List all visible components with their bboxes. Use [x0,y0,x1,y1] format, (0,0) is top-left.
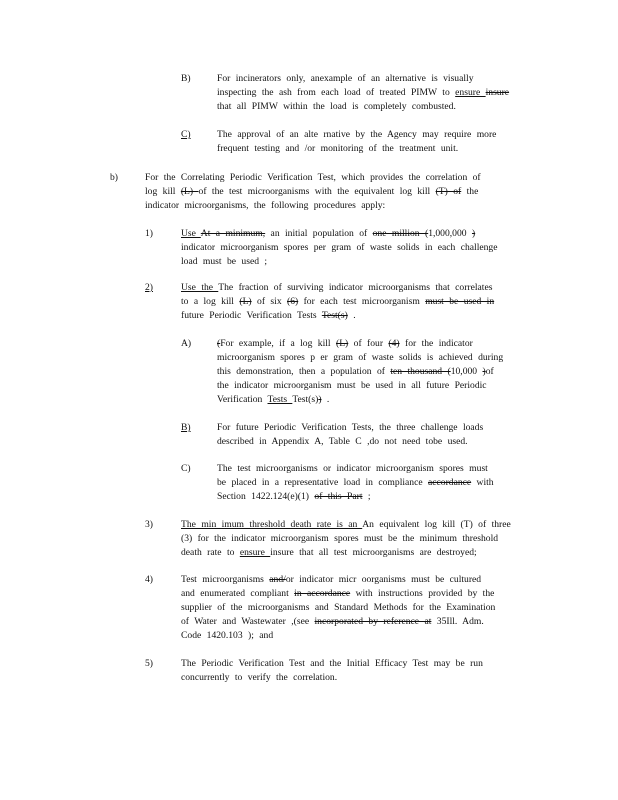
struck-text: one million ( [372,228,429,239]
text-run: microorganism spores p er gram of waste solids is achieved during [217,352,504,363]
text-run: The Periodic Verification Test and the Initial Efficacy Test may be run [181,658,483,669]
list-item-text [181,657,533,685]
text-line [217,100,517,114]
text-line [217,365,537,379]
list-marker: 5) [145,658,153,669]
text-run: For incinerators only, anexample of an alternative is visually [217,73,474,84]
text-run: future Periodic Verification Tests [181,310,322,321]
text-line [181,227,533,241]
list-marker: 2) [145,282,153,293]
struck-text: of this Part [314,491,363,502]
text-run: . [347,310,356,321]
struck-text: accordance [428,477,472,488]
text-line [181,587,533,601]
text-run: inspecting the ash from each load of treated PIMW to [217,87,456,98]
list-marker: C) [181,463,191,474]
text-line [181,671,533,685]
text-line [217,351,537,365]
struck-text: (L) [180,186,199,197]
text-run: be placed in a representative load in compliance [217,477,428,488]
text-line [181,573,533,587]
struck-text: in accordance [294,588,351,599]
text-run: described in Appendix A, Table C ,do not need tobe used. [217,436,468,447]
inserted-text: Use the [181,282,219,293]
text-run: For the Correlating Periodic Verification Test, which provides the correlation of [145,172,481,183]
text-line [181,546,533,560]
struck-text: ten thousand ( [390,366,451,377]
text-run: of four [348,338,389,349]
text-line [181,281,533,295]
text-line [145,185,532,199]
text-line [217,128,517,142]
struck-text: ) [482,366,486,377]
inserted-text: The min imum threshold death rate is an [181,519,363,530]
text-run: for each test microorganism [298,296,426,307]
struck-text: ) [471,228,476,239]
text-line [181,657,533,671]
struck-text: Test(s) [321,310,348,321]
text-run: load must be used ; [181,256,268,267]
text-run: (3) for the indicator microorganism spores must be the minimum threshold [181,533,499,544]
list-item-text [217,462,537,504]
text-run: the indicator microorganism must be used in all future Periodic [217,380,487,391]
list-item-text [145,171,532,213]
text-run: the [461,186,479,197]
inserted-text: Use [181,228,201,239]
text-line [181,518,533,532]
text-run: concurrently to verify the correlation. [181,672,338,683]
text-line [181,309,533,323]
text-run: Code 1420.103 ); and [181,630,274,641]
list-marker: B) [181,422,191,433]
list-item-text [217,337,537,407]
text-run: insure that all test microorganisms are destroyed; [270,547,477,558]
text-line [145,199,532,213]
text-run: that all PIMW within the load is completely combusted. [217,101,456,112]
list-marker: 1) [145,228,153,239]
text-run: The approval of an alte rnative by the Agency may require more [217,129,497,140]
text-line [217,337,537,351]
text-run: death rate to [181,547,240,558]
list-marker: b) [110,172,118,183]
list-marker: C) [181,129,191,140]
list-marker: 4) [145,574,153,585]
text-run: with instructions provided by the [350,588,495,599]
text-line [217,421,517,435]
text-line [181,601,533,615]
list-item-text [181,227,533,269]
text-line [181,615,533,629]
struck-text: insure [485,87,510,98]
text-run: An equivalent log kill (T) of three [362,519,511,530]
list-item-text [217,128,517,156]
text-run: The fraction of surviving indicator microorganisms that correlates [218,282,493,293]
text-line [181,295,533,309]
struck-text: incorporated by reference at [314,616,432,627]
text-run: to a log kill [181,296,240,307]
text-run: log kill [145,186,181,197]
text-run: 1,000,000 [428,228,472,239]
text-line [145,171,532,185]
text-line [217,490,537,504]
text-run: this demonstration, then a population of [217,366,391,377]
text-run: For future Periodic Verification Tests, the three challenge loads [217,422,484,433]
text-line [217,462,537,476]
text-line [217,435,517,449]
inserted-text: Tests [267,394,293,405]
text-run: of [485,366,494,377]
struck-text: and/ [269,574,286,585]
text-line [181,255,533,269]
text-run: ; [362,491,371,502]
struck-text: At a minimum, [200,228,266,239]
list-item-text [217,421,517,449]
list-item-text [181,573,533,643]
text-run: 35Ill. Adm. [431,616,484,627]
struck-text: (L) [239,296,252,307]
text-run: an initial population of [265,228,373,239]
list-item-text [217,72,517,114]
text-run: Test microorganisms [181,574,270,585]
text-run: The test microorganisms or indicator microorganism spores must [217,463,488,474]
struck-text: must be used in [425,296,495,307]
text-line [181,532,533,546]
text-run: Section 1422.124(e)(1) [217,491,315,502]
text-line [217,142,517,156]
text-run: Test(s) [292,394,319,405]
text-line [217,86,517,100]
inserted-text: ensure [239,547,271,558]
text-run: indicator microorganisms, the following procedures apply: [145,200,386,211]
text-run: 10,000 [450,366,483,377]
struck-text: ) [318,394,322,405]
text-run: indicator microorganism spores per gram of waste solids in each challenge [181,242,498,253]
text-line [217,72,517,86]
text-run: supplier of the microorganisms and Standard Methods for the Examination [181,602,496,613]
struck-text: (4) [388,338,400,349]
text-run: for the indicator [399,338,473,349]
inserted-text: ensure [455,87,486,98]
text-run: frequent testing and /or monitoring of the treatment unit. [217,143,459,154]
text-run: of Water and Wastewater ,(see [181,616,315,627]
text-run: of the test microorganisms with the equivalent log kill [198,186,436,197]
struck-text: (L) [336,338,349,349]
text-line [181,241,533,255]
struck-text: (T) of [435,186,462,197]
text-line [217,379,537,393]
text-run: or indicator micr oorganisms must be cultured [285,574,482,585]
struck-text: ( [217,338,221,349]
list-marker: 3) [145,519,153,530]
text-run: and enumerated compliant [181,588,295,599]
text-run: For example, if a log kill [220,338,336,349]
text-line [217,476,537,490]
list-marker: B) [181,73,191,84]
text-run: . [321,394,330,405]
text-line [217,393,537,407]
list-item-text [181,281,533,323]
list-marker: A) [181,338,192,349]
text-line [181,629,533,643]
struck-text: (6) [287,296,299,307]
list-item-text [181,518,533,560]
text-run: with [471,477,494,488]
text-run: of six [251,296,288,307]
text-run: Verification [217,394,268,405]
